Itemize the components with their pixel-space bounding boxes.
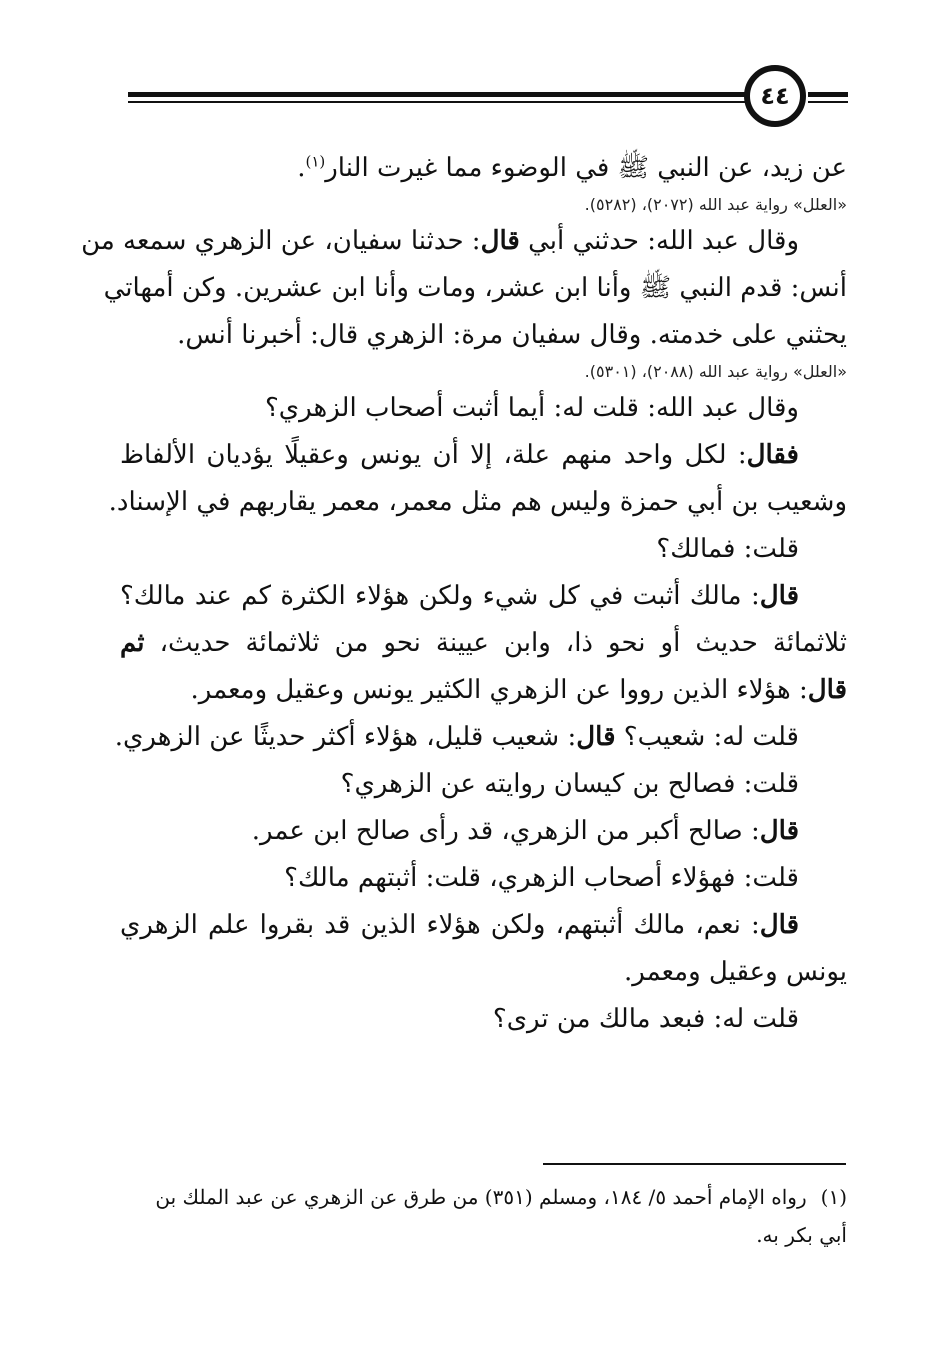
header-rule-right-thin bbox=[808, 101, 848, 103]
footnote-marker: (١) bbox=[820, 1185, 847, 1209]
footnote-1-line-1: رواه الإمام أحمد ٥/ ١٨٤، ومسلم (٣٥١) من طرق عن الزهري عن عبد الملك بن bbox=[155, 1185, 807, 1209]
text-line-2-a: وقال عبد الله: حدثني أبي bbox=[519, 226, 799, 256]
text-line-2 bbox=[81, 218, 847, 265]
text-line-4: يحثني على خدمته. وقال سفيان مرة: الزهري قال: أخبرنا أنس. bbox=[177, 320, 847, 350]
keyword-qal: قال bbox=[759, 910, 800, 940]
header-rule-thin bbox=[128, 101, 748, 103]
text-line-12-b: : شعيب قليل، هؤلاء أكثر حديثًا عن الزهري. bbox=[114, 722, 577, 752]
header-rule-right-thick bbox=[808, 92, 848, 97]
text-line-9 bbox=[120, 573, 847, 620]
text-line-11 bbox=[120, 667, 847, 714]
text-line-12-a: قلت له: شعيب؟ bbox=[615, 722, 799, 752]
text-line-16-b: : نعم، مالك أثبتهم، ولكن هؤلاء الذين قد بقروا علم الزهري bbox=[120, 910, 760, 940]
keyword-qal: قال bbox=[480, 226, 520, 256]
keyword-qal: قال bbox=[759, 816, 799, 846]
footnote-1-line-2: أبي بكر به. bbox=[756, 1223, 847, 1247]
page-number-badge bbox=[744, 65, 806, 127]
text-line-10-a: ثلاثمائة حديث أو نحو ذا، وابن عيينة نحو من ثلاثمائة حديث، bbox=[144, 628, 847, 658]
text-line-16 bbox=[120, 902, 847, 949]
source-ref-2: «العلل» رواية عبد الله (٢٠٨٨)، (٥٣٠١). bbox=[584, 362, 847, 381]
text-line-9-b: : مالك أثبت في كل شيء ولكن هؤلاء الكثرة كم عند مالك؟ bbox=[120, 581, 760, 611]
footnote-ref-1[interactable]: (١) bbox=[305, 152, 326, 171]
keyword-thumma: ثم bbox=[120, 628, 145, 658]
text-line-12 bbox=[114, 714, 847, 761]
keyword-qal: قال bbox=[759, 581, 799, 611]
text-line-14-b: : صالح أكبر من الزهري، قد رأى صالح ابن عمر. bbox=[251, 816, 760, 846]
text-line-15: قلت: فهؤلاء أصحاب الزهري، قلت: أثبتهم مالك؟ bbox=[284, 863, 799, 893]
main-text bbox=[81, 145, 847, 1043]
text-line-3: أنس: قدم النبي ﷺ وأنا ابن عشر، ومات وأنا ابن عشرين. وكن أمهاتي bbox=[103, 273, 847, 303]
text-line-6-b: : لكل واحد منهم علة، إلا أن يونس وعقيلًا يؤديان الألفاظ bbox=[120, 440, 747, 470]
text-line-10 bbox=[120, 620, 847, 667]
text-line-1 bbox=[120, 145, 847, 192]
text-line-14 bbox=[120, 808, 847, 855]
text-line-1-content: عن زيد، عن النبي ﷺ في الوضوء مما غيرت النار bbox=[325, 153, 847, 183]
keyword-qal: قال bbox=[576, 722, 616, 752]
keyword-faqal: فقال bbox=[746, 440, 799, 470]
keyword-qal: قال bbox=[807, 675, 847, 705]
text-line-2-b: : حدثنا سفيان، عن الزهري سمعه من bbox=[81, 226, 481, 256]
text-line-13: قلت: فصالح بن كيسان روايته عن الزهري؟ bbox=[340, 769, 799, 799]
source-ref-1: «العلل» رواية عبد الله (٢٠٧٢)، (٥٢٨٢). bbox=[584, 195, 847, 214]
footnote-1 bbox=[120, 1178, 847, 1216]
text-line-8: قلت: فمالك؟ bbox=[656, 534, 799, 564]
text-line-1-end: . bbox=[297, 153, 306, 183]
text-line-11-b: : هؤلاء الذين رووا عن الزهري الكثير يونس وعقيل ومعمر. bbox=[190, 675, 808, 705]
text-line-6 bbox=[120, 432, 847, 479]
text-line-17: يونس وعقيل ومعمر. bbox=[623, 957, 847, 987]
text-line-5: وقال عبد الله: قلت له: أيما أثبت أصحاب الزهري؟ bbox=[265, 393, 799, 423]
page-number: ٤٤ bbox=[760, 82, 790, 110]
text-line-7: وشعيب بن أبي حمزة وليس هم مثل معمر، معمر يقاربهم في الإسناد. bbox=[108, 487, 847, 517]
page-header bbox=[0, 0, 943, 140]
header-rule-thick bbox=[128, 92, 748, 97]
footnote-separator bbox=[543, 1163, 846, 1165]
footnotes bbox=[120, 1178, 847, 1254]
text-line-18: قلت له: فبعد مالك من ترى؟ bbox=[492, 1004, 799, 1034]
